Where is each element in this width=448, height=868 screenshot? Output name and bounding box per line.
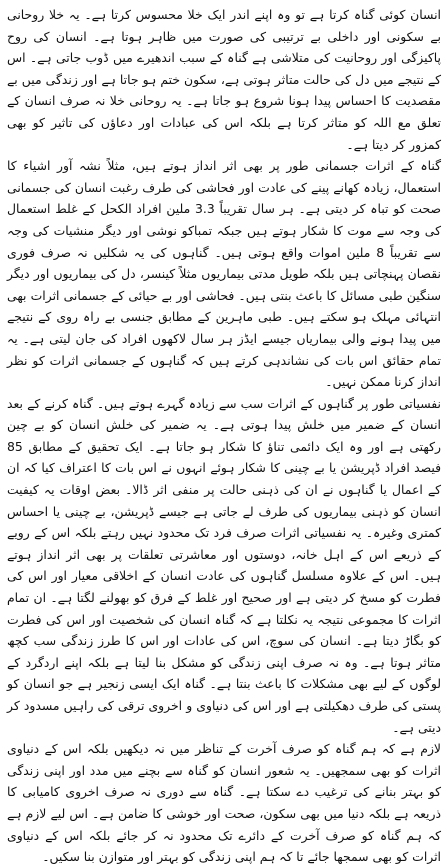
article-paragraph-3: نفسیاتی طور پر گناہوں کے اثرات سب سے زیادہ گہرے ہوتے ہیں۔ گناہ کرنے کے بعد انسان کے ضمیر میں خلش پیدا ہوتی ہے۔ یہ ضمیر کی خلش انسان کو بے چین رکھتی ہے اور وہ ایک دائمی تناؤ کا شکار ہو جاتا ہے۔ ایک تحقیق کے مطابق 85 فیصد افراد ڈپریشن یا بے چینی کا شکار ہوئے انہوں نے اس بات کا اعتراف کیا کہ ان کے اعمال یا گناہوں نے ان کی ذہنی حالت پر منفی اثر ڈالا۔ بعض اوقات یہ کیفیت انسان کو ذہنی بیماریوں کی طرف لے جاتی ہے جیسے ڈپریشن، بے چینی یا احساس کمتری وغیرہ۔ یہ نفسیاتی اثرات صرف فرد تک محدود نہیں رہتے بلکہ اس کے رویے کے ذریعے اس کے اہل خانہ، دوستوں اور معاشرتی تعلقات پر بھی اثر انداز ہوتے ہیں۔ اس کے علاوہ مسلسل گناہوں کی عادت انسان کے اخلاقی معیار اور اس کی فطرت کو مسخ کر دیتی ہے اور صحیح اور غلط کے فرق کو بھولنے لگتا ہے۔ ان تمام اثرات کا مجموعی نتیجہ یہ نکلتا ہے کہ گناہ انسان کی شخصیت اور اس کی فطرت کو بگاڑ دیتا ہے۔ انسان کی سوچ، اس کی عادات اور اس کا طرز زندگی سب کچھ متاثر ہوتا ہے۔ وہ نہ صرف اپنی زندگی کو مشکل بنا لیتا ہے بلکہ اپنے اردگرد کے لوگوں کے لیے بھی مشکلات کا باعث بنتا ہے۔ گناہ ایک ایسی زنجیر ہے جو انسان کو پستی کی طرف دھکیلتی ہے اور اس کی دنیاوی و اخروی ترقی کی راہیں مسدود کر دیتی ہے۔ xyxy=(7,395,441,735)
article-paragraph-2: گناہ کے اثرات جسمانی طور پر بھی اثر انداز ہوتے ہیں، مثلاً نشہ آور اشیاء کا استعمال، زیادہ کھانے پینے کی عادت اور فحاشی کی طرف رغبت انسان کی جسمانی صحت کو تباہ کر دیتی ہے۔ ہر سال تقریباً 3.3 ملین افراد الکحل کے غلط استعمال کی وجہ سے موت کا شکار ہوتے ہیں جبکہ تمباکو نوشی اور دیگر منشیات کی وجہ سے تقریباً 8 ملین اموات واقع ہوتی ہیں۔ گناہوں کی یہ شکلیں نہ صرف فوری نقصان پہنچاتی ہیں بلکہ طویل مدتی بیماریوں مثلاً کینسر، دل کی بیماریوں اور دیگر سنگین طبی مسائل کا باعث بنتی ہیں۔ فحاشی اور بے حیائی کے جسمانی اثرات بھی انتہائی مہلک ہو سکتے ہیں۔ طبی ماہرین کے مطابق جنسی بے راہ روی کے نتیجے میں پیدا ہونے والی بیماریاں جیسے ایڈز ہر سال لاکھوں افراد کی جان لیتی ہے۔ یہ تمام حقائق اس بات کی نشاندہی کرتے ہیں کہ گناہوں کے جسمانی اثرات کو نظر انداز کرنا ممکن نہیں۔ xyxy=(7,158,441,390)
article-paragraph-4: لازم ہے کہ ہم گناہ کو صرف آخرت کے تناظر میں نہ دیکھیں بلکہ اس کے دنیاوی اثرات کو بھی سمجھیں۔ یہ شعور انسان کو گناہ سے بچنے میں مدد اور اپنی زندگی کو بہتر بنانے کی ترغیب دے سکتا ہے۔ گناہ سے دوری نہ صرف اخروی کامیابی کا ذریعہ ہے بلکہ دنیا میں بھی سکون، صحت اور خوشی کا ضامن ہے۔ اس لیے لازم ہے کہ ہم گناہ کو صرف آخرت کے دائرے تک محدود نہ کر جائے بلکہ اس کے دنیاوی اثرات کو بھی سمجھا جائے تا کہ ہم اپنی زندگی کو بہتر اور متوازن بنا سکیں۔ xyxy=(7,741,441,865)
article-paragraph-1: انسان کوئی گناہ کرتا ہے تو وہ اپنے اندر ایک خلا محسوس کرتا ہے۔ یہ خلا روحانی بے سکونی اور داخلی بے ترتیبی کی صورت میں ظاہر ہوتا ہے۔ انسان کی روح پاکیزگی اور روحانیت کی متلاشی ہے گناہ کے سبب اندھیرے میں ڈوب جاتی ہے۔ اس کے نتیجے میں دل کی حالت متاثر ہوتی ہے، سکون ختم ہو جاتا ہے اور زندگی میں بے مقصدیت کا احساس پیدا ہونا شروع ہو جاتا ہے۔ یہ روحانی خلا نہ صرف انسان کے تعلق مع اللہ کو متاثر کرتا ہے بلکہ اس کی عبادات اور دعاؤں کی تاثیر کو بھی کمزور کر دیتا ہے۔ xyxy=(7,7,441,152)
